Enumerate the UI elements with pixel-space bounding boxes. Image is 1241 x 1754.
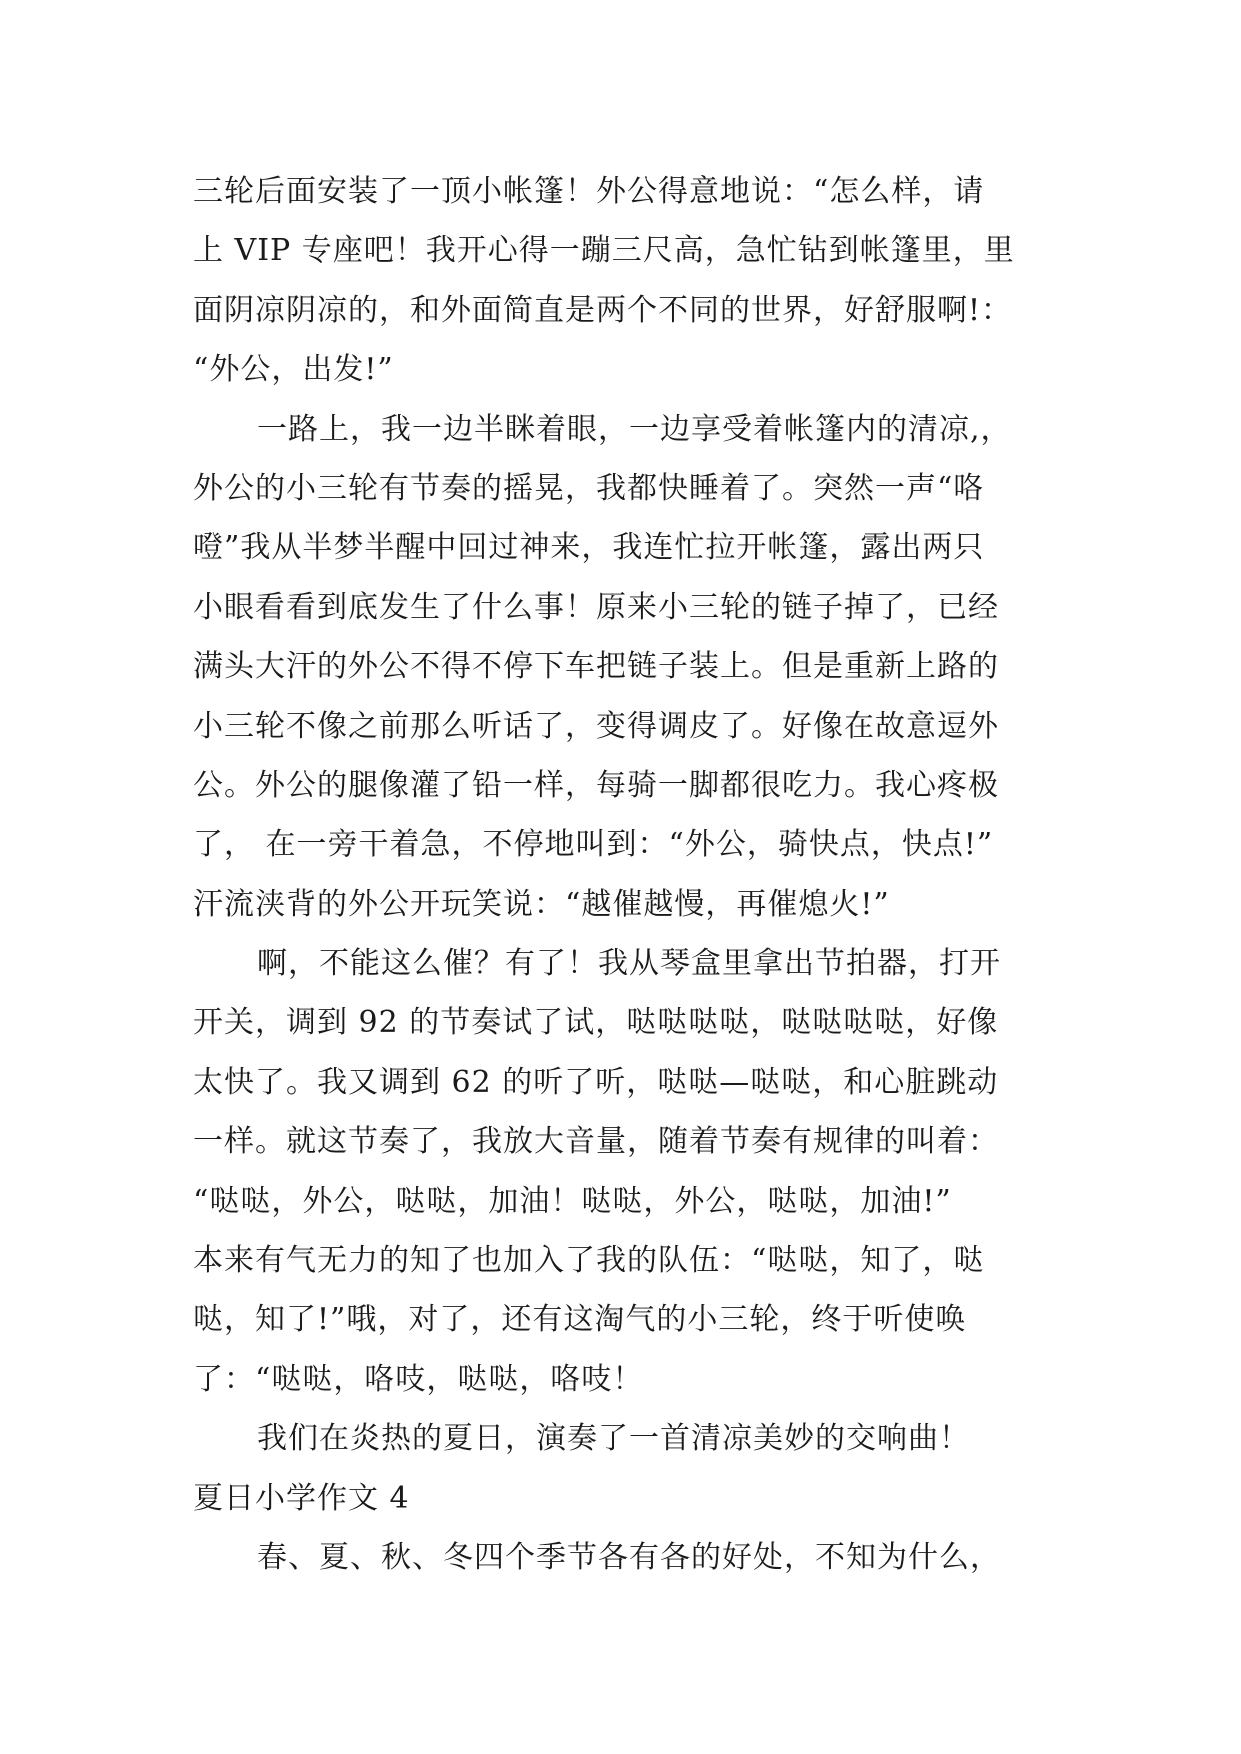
text-line: 外公的小三轮有节奏的摇晃，我都快睡着了。突然一声“咯 [193, 470, 985, 506]
text-line: 了， 在一旁干着急，不停地叫到：“外公，骑快点，快点!” [193, 827, 994, 863]
text-line: 太快了。我又调到 62 的听了听，哒哒—哒哒，和心脏跳动 [193, 1064, 999, 1100]
essay-text [193, 162, 1073, 1587]
text-line: 三轮后面安装了一顶小帐篷！外公得意地说：“怎么样，请 [193, 174, 985, 209]
text-line: “外公，出发!” [193, 352, 394, 388]
text-line: 噔”我从半梦半醒中回过神来，我连忙拉开帐篷，露出两只 [193, 530, 985, 566]
text-line: 上 VIP 专座吧！我开心得一蹦三尺高，急忙钻到帐篷里，里 [193, 233, 1015, 269]
text-line: “哒哒，外公，哒哒，加油！哒哒，外公，哒哒，加油!” [193, 1183, 952, 1219]
text-line: 开关，调到 92 的节奏试了试，哒哒哒哒，哒哒哒哒，好像 [193, 1005, 999, 1041]
text-line: 春、夏、秋、冬四个季节各有各的好处，不知为什么， [257, 1539, 1001, 1575]
text-line: 一样。就这节奏了，我放大音量，随着节奏有规律的叫着： [193, 1124, 999, 1160]
text-line: 夏日小学作文 4 [193, 1480, 410, 1516]
text-line: 了：“哒哒，咯吱，哒哒，咯吱！ [193, 1361, 644, 1397]
text-line: 哒，知了!”哦，对了，还有这淘气的小三轮，终于听使唤 [193, 1302, 967, 1338]
text-line: 本来有气无力的知了也加入了我的队伍：“哒哒，知了，哒 [193, 1243, 985, 1279]
text-line: 我们在炎热的夏日，演奏了一首清凉美妙的交响曲！ [257, 1421, 970, 1457]
text-line: 小眼看看到底发生了什么事！原来小三轮的链子掉了，已经 [193, 589, 999, 625]
text-line: 小三轮不像之前那么听话了，变得调皮了。好像在故意逗外 [193, 708, 999, 744]
text-line: 啊，不能这么催？有了！我从琴盒里拿出节拍器，打开 [257, 946, 1001, 982]
text-line: 汗流浃背的外公开玩笑说：“越催越慢，再催熄火!” [193, 886, 890, 922]
text-line: 满头大汗的外公不得不停下车把链子装上。但是重新上路的 [193, 649, 999, 685]
text-line: 公。外公的腿像灌了铅一样，每骑一脚都很吃力。我心疼极 [193, 767, 999, 803]
text-line: 面阴凉阴凉的，和外面简直是两个不同的世界，好舒服啊!： [193, 292, 1013, 328]
text-line: 一路上，我一边半眯着眼，一边享受着帐篷内的清凉,， [257, 411, 1012, 447]
